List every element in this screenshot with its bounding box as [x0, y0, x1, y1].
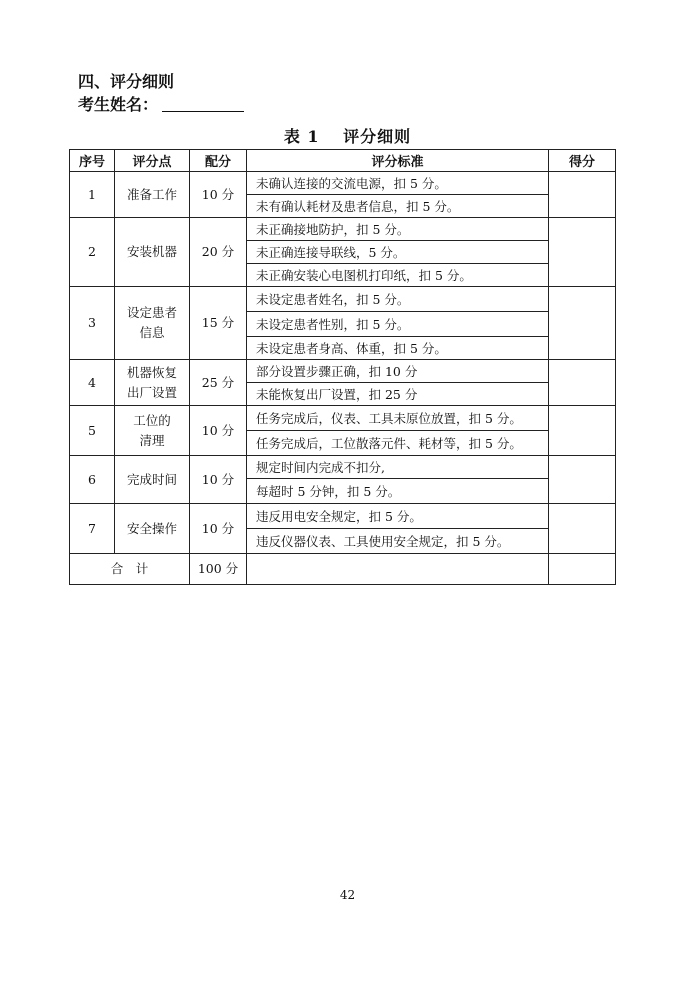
table-body — [70, 172, 616, 585]
total-label: 合 计 — [70, 554, 190, 585]
col-header-score: 配分 — [190, 150, 247, 172]
row-number: 7 — [70, 504, 115, 554]
criterion: 违反仪器仪表、工具使用安全规定，扣 5 分。 — [247, 529, 549, 554]
scoring-item: 安装机器 — [115, 218, 190, 287]
result-cell — [549, 406, 616, 456]
row-number: 1 — [70, 172, 115, 218]
table-row — [70, 406, 616, 431]
allotted-score: 20 分 — [190, 218, 247, 287]
criterion: 未有确认耗材及患者信息，扣 5 分。 — [247, 195, 549, 218]
scoring-item-line: 清理 — [139, 432, 165, 448]
result-cell — [549, 456, 616, 504]
col-header-result: 得分 — [549, 150, 616, 172]
criterion: 未正确接地防护，扣 5 分。 — [247, 218, 549, 241]
result-cell — [549, 287, 616, 360]
criterion: 任务完成后，工位散落元件、耗材等，扣 5 分。 — [247, 431, 549, 456]
allotted-score: 10 分 — [190, 504, 247, 554]
total-score: 100 分 — [190, 554, 247, 585]
criterion: 未设定患者身高、体重，扣 5 分。 — [247, 337, 549, 360]
criterion: 每超时 5 分钟，扣 5 分。 — [247, 479, 549, 504]
table-header-row — [70, 150, 616, 172]
col-header-no: 序号 — [70, 150, 115, 172]
scoring-item: 完成时间 — [115, 456, 190, 504]
row-number: 5 — [70, 406, 115, 456]
result-cell — [549, 218, 616, 287]
scoring-item-line: 信息 — [139, 325, 165, 340]
table-row — [70, 287, 616, 312]
examinee-name-label: 考生姓名： — [78, 95, 159, 114]
scoring-item: 安全操作 — [115, 504, 190, 554]
criterion: 未确认连接的交流电源，扣 5 分。 — [247, 172, 549, 195]
table-row — [70, 172, 616, 195]
allotted-score: 10 分 — [190, 172, 247, 218]
scoring-item — [115, 287, 190, 360]
scoring-item — [115, 406, 190, 456]
result-cell — [549, 360, 616, 406]
col-header-item: 评分点 — [115, 150, 190, 172]
table-title: 表 1 评分细则 — [283, 127, 412, 146]
criterion: 未正确连接导联线，5 分。 — [247, 241, 549, 264]
total-criteria-empty — [247, 554, 549, 585]
allotted-score: 10 分 — [190, 406, 247, 456]
row-number: 2 — [70, 218, 115, 287]
criterion: 违反用电安全规定，扣 5 分。 — [247, 504, 549, 529]
col-header-criteria: 评分标准 — [247, 150, 549, 172]
scoring-item: 准备工作 — [115, 172, 190, 218]
table-row — [70, 504, 616, 529]
scoring-item-line: 出厂设置 — [126, 384, 177, 400]
criterion: 未正确安装心电图机打印纸，扣 5 分。 — [247, 264, 549, 287]
examinee-name-blank — [162, 97, 244, 112]
scoring-item-line: 工位的 — [133, 412, 171, 428]
criterion: 部分设置步骤正确，扣 10 分 — [247, 360, 549, 383]
scoring-item-line: 机器恢复 — [126, 364, 177, 380]
total-row — [70, 554, 616, 585]
table-row — [70, 360, 616, 383]
total-result-empty — [549, 554, 616, 585]
criterion: 未设定患者性别，扣 5 分。 — [247, 312, 549, 337]
scoring-item — [115, 360, 190, 406]
criterion: 未设定患者姓名，扣 5 分。 — [247, 287, 549, 312]
result-cell — [549, 172, 616, 218]
table-row — [70, 456, 616, 479]
criterion: 规定时间内完成不扣分, — [247, 456, 549, 479]
row-number: 4 — [70, 360, 115, 406]
page-number: 42 — [339, 888, 356, 902]
allotted-score: 10 分 — [190, 456, 247, 504]
examinee-name-line — [78, 95, 244, 115]
allotted-score: 15 分 — [190, 287, 247, 360]
row-number: 6 — [70, 456, 115, 504]
criterion: 任务完成后，仪表、工具未原位放置，扣 5 分。 — [247, 406, 549, 431]
result-cell — [549, 504, 616, 554]
section-heading: 四、评分细则 — [78, 72, 175, 91]
scoring-item-line: 设定患者 — [126, 305, 177, 320]
table-row — [70, 218, 616, 241]
row-number: 3 — [70, 287, 115, 360]
criterion: 未能恢复出厂设置，扣 25 分 — [247, 383, 549, 406]
scoring-table — [69, 149, 616, 585]
allotted-score: 25 分 — [190, 360, 247, 406]
